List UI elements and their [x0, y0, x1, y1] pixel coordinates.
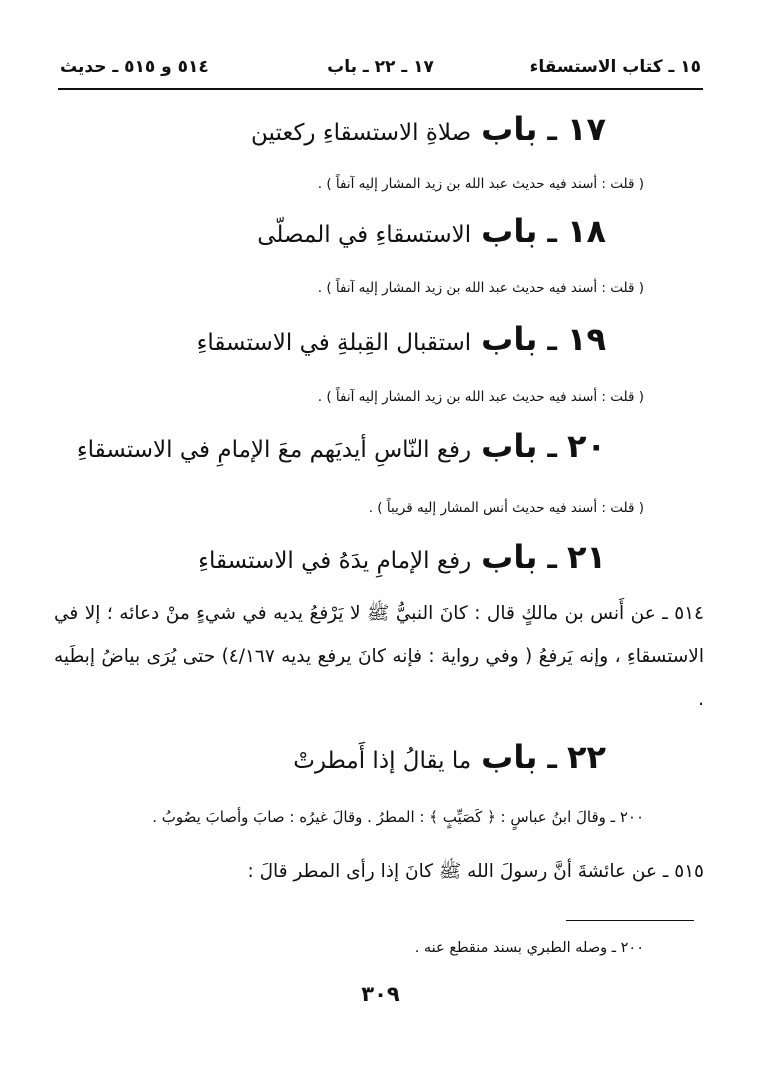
chapter-number: ١٨: [566, 212, 606, 250]
chapter-title: رفع النّاسِ أيديَهم معَ الإمامِ في الاستسقاءِ: [76, 437, 472, 463]
dash: ـ: [547, 216, 557, 249]
chapter-heading: [293, 738, 606, 776]
chapter-note: ( قلت : أسند فيه حديث عبد الله بن زيد المشار إليه آنفاً ) .: [317, 389, 644, 405]
dash: ـ: [547, 114, 557, 147]
chapter-note: ( قلت : أسند فيه حديث عبد الله بن زيد المشار إليه آنفاً ) .: [317, 280, 644, 296]
chapter-title: الاستسقاءِ في المصلّى: [257, 222, 472, 248]
chapter-heading: [198, 538, 606, 576]
chapter-number: ٢٠: [566, 427, 606, 465]
chapter-title: ما يقالُ إذا أَمطرتْ: [293, 748, 472, 774]
chapter-number: ٢٢: [566, 738, 606, 776]
chapter-heading: [77, 427, 606, 465]
chapter-title: استقبال القِبلةِ في الاستسقاءِ: [196, 330, 472, 356]
chapter-title: رفع الإمامِ يدَهُ في الاستسقاءِ: [198, 548, 472, 574]
chapter-heading: [257, 212, 606, 250]
bab-word: باب: [481, 212, 538, 250]
header-chapter: ١٥ ـ كتاب الاستسقاء: [529, 57, 701, 77]
header-rule: [58, 88, 703, 90]
header-sections: ١٧ ـ ٢٢ ـ باب: [327, 57, 434, 77]
bab-word: باب: [481, 427, 538, 465]
dash: ـ: [547, 431, 557, 464]
hadith-515: ٥١٥ ـ عن عائشةَ أنَّ رسولَ الله ﷺ كانَ إذا رأى المطر قالَ :: [247, 861, 704, 882]
chapter-heading: [197, 320, 606, 358]
athar-200: ٢٠٠ ـ وقالَ ابنُ عباسٍ : ﴿ كَصَيِّبٍ ﴾ : المطرُ . وقالَ غيرُه : صابَ وأصابَ يصُوبُ .: [152, 808, 644, 826]
bab-word: باب: [481, 738, 538, 776]
chapter-note: ( قلت : أسند فيه حديث أنس المشار إليه قريباً ) .: [368, 500, 644, 516]
chapter-heading: [251, 110, 606, 148]
dash: ـ: [547, 324, 557, 357]
bab-word: باب: [481, 320, 538, 358]
chapter-number: ٢١: [566, 538, 606, 576]
header-hadith-range: ٥١٤ و ٥١٥ ـ حديث: [60, 57, 209, 77]
dash: ـ: [547, 542, 557, 575]
dash: ـ: [547, 742, 557, 775]
chapter-number: ١٧: [566, 110, 606, 148]
bab-word: باب: [481, 538, 538, 576]
footnote: ٢٠٠ ـ وصله الطبري بسند منقطع عنه .: [414, 940, 644, 956]
bab-word: باب: [481, 110, 538, 148]
chapter-number: ١٩: [566, 320, 606, 358]
hadith-514: ٥١٤ ـ عن أَنس بن مالكٍ قال : كانَ النبيُّ ﷺ لا يَرْفعُ يديه في شيءٍ منْ دعائه ؛ إلا في الاستسقاءِ ، وإنه يَرفعُ ( وفي رواية : فإنه كانَ يرفع يديه ٤/١٦٧) حتى يُرَى بياضُ إبطَيه .: [54, 603, 704, 710]
page-header: [60, 50, 701, 84]
chapter-title: صلاةِ الاستسقاءِ ركعتين: [251, 120, 472, 146]
chapter-note: ( قلت : أسند فيه حديث عبد الله بن زيد المشار إليه آنفاً ) .: [317, 176, 644, 192]
page-number: ٣٠٩: [361, 982, 400, 1006]
footnote-rule: [566, 920, 694, 921]
